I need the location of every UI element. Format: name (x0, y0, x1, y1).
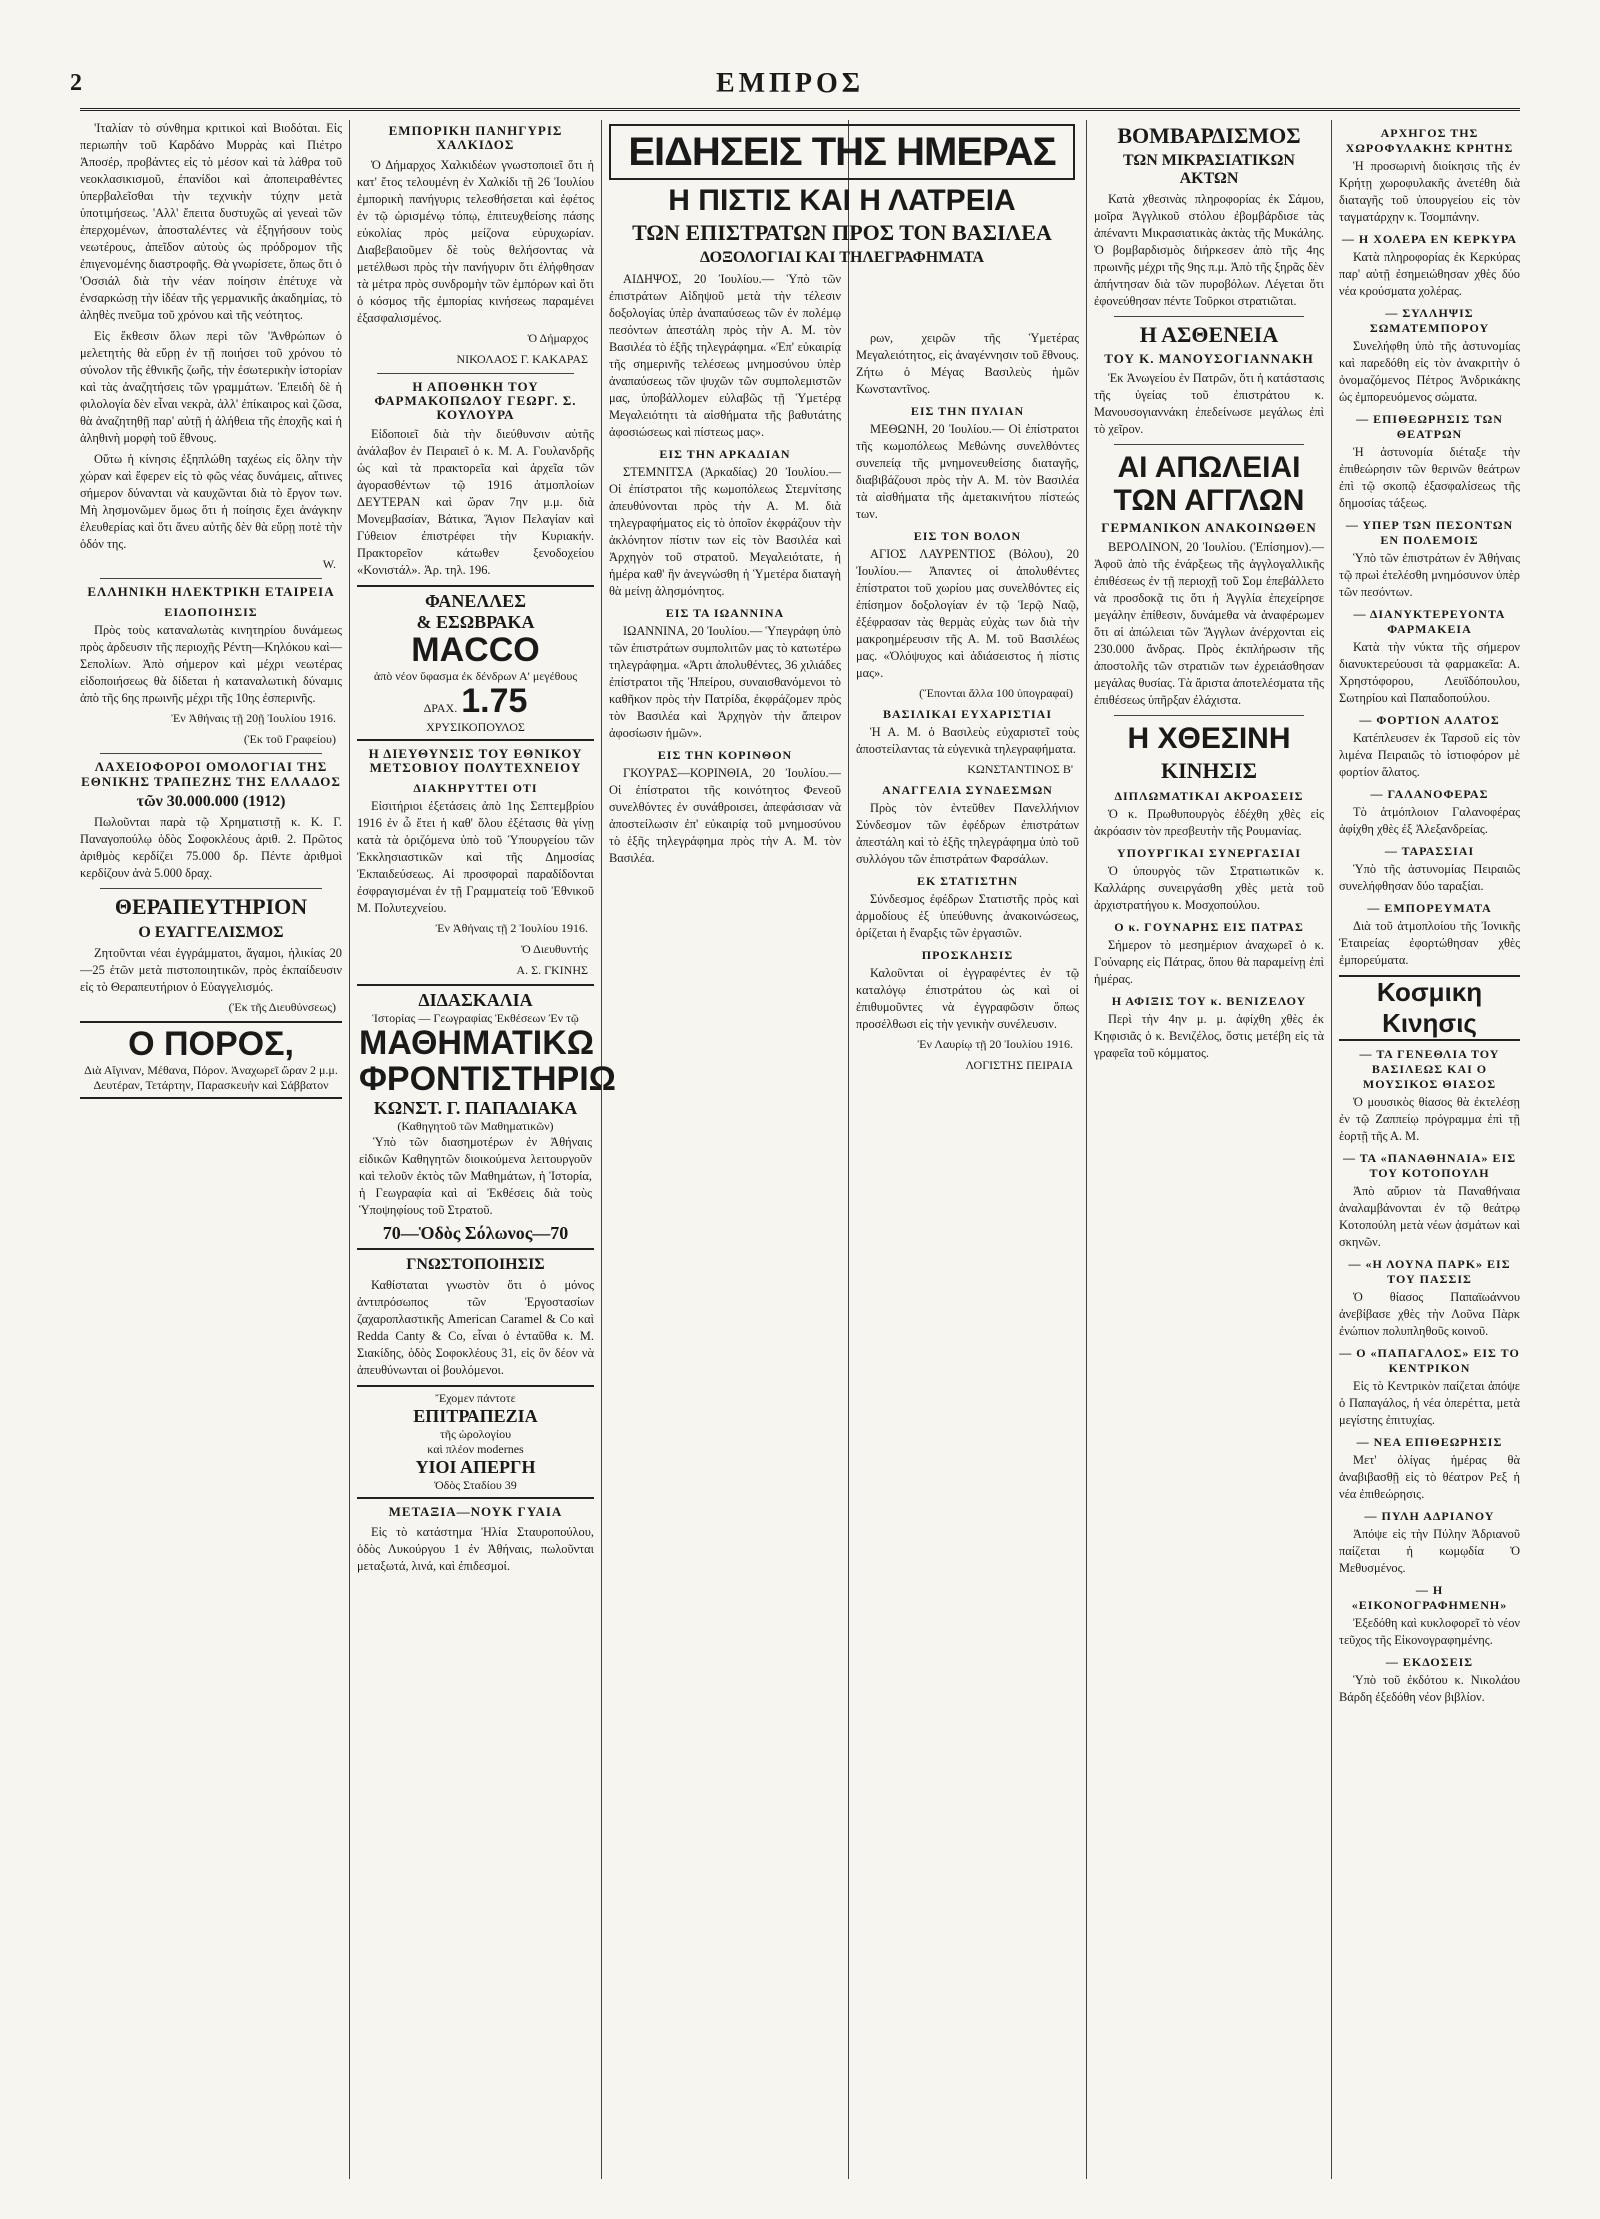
social-section: — Ο «ΠΑΠΑΓΑΛΟΣ» ΕΙΣ ΤΟ ΚΕΝΤΡΙΚΟΝ (1339, 1346, 1520, 1375)
flannel-brand: MACCO (411, 631, 540, 670)
university-signature-role: Ὁ Διευθυντής (521, 942, 588, 957)
news-heading: — ΕΜΠΟΡΕΥΜΑΤΑ (1367, 901, 1492, 915)
school-heading: ΔΙΔΑΣΚΑΛΙΑ (418, 990, 533, 1011)
bank-heading: ΛΑΧΕΙΟΦΟΡΟΙ ΟΜΟΛΟΓΙΑΙ ΤΗΣ ΕΘΝΙΚΗΣ ΤΡΑΠΕΖΗΣ ΤΗΣ ΕΛΛΑΔΟΣ (81, 759, 341, 789)
column-1 (80, 120, 342, 2179)
story-text: ΙΩΑΝΝΙΝΑ, 20 Ἰουλίου.— Ὑπεγράφη ὑπὸ τῶν ἐπιστράτων συμπολιτῶν μας τὸ κατωτέρω τηλεγράφημα. «Ἀρτι ἀπολυθέντες, 36 χιλιάδες ἐπίστρατοι τῆς Ἠπείρου, συναισθανόμενοι τὸ καθῆκον πρὸς τὴν Πατρίδα, ἐκφράζομεν πρὸς τὸν Βασιλέα καὶ Ἀρχηγὸν τὴν ἄπειρον ἀφοσίωσιν ἡμῶν». (609, 623, 841, 740)
bombardment-subheading: ΤΩΝ ΜΙΚΡΑΣΙΑΤΙΚΩΝ ΑΚΤΩΝ (1123, 152, 1295, 187)
university-date: Ἐν Ἀθήναις τῇ 2 Ἰουλίου 1916. (435, 921, 588, 936)
story-text: ΣΤΕΜΝΙΤΣΑ (Ἀρκαδίας) 20 Ἰουλίου.— Οἱ ἐπίστρατοι τῆς κωμοπόλεως Στεμνίτσης ἀπευθύνονται πρὸς τὴν Α. Μ. διὰ τηλεγραφήματος εἰς τὸ ὁποῖον ἐκφράζουν τὴν ἀκλόνητον πίστιν των εἰς τὸν Βασιλέα καὶ Ἀρχηγὸν τοῦ στρατοῦ. Μεγαλειότατε, ἡ ἡμέρα καθ' ἣν ἀνεγνώσθη ἡ Ὑμετέρα διαταγὴ θὰ μείνῃ ἀλησμόνητος. (609, 464, 841, 598)
unions-heading: ΑΝΑΓΓΕΛΙΑ ΣΥΝΔΕΣΜΩΝ (882, 783, 1053, 797)
masthead (70, 70, 1510, 100)
story-section: ΕΙΣ ΤΗΝ ΚΟΡΙΝΘΟΝ (657, 747, 793, 762)
separator (1114, 316, 1304, 317)
bank-text: Πωλοῦνται παρὰ τῷ Χρηματιστῇ κ. Κ. Γ. Παναγοπούλῳ ὁδὸς Σοφοκλέους ἀριθ. 2. Πρῶτος ἀριθμὸς κερδίζει 75.000 δρ. Πέντε ἀριθμοὶ κερδίζουν ἀνὰ 5.000 δραχ. (80, 815, 342, 881)
social-section: — ΕΚΔΟΣΕΙΣ (1385, 1655, 1474, 1669)
social-text: Ὁ θίασος Παπαϊωάννου ἀνεβίβασε χθὲς τὴν Λοῦνα Πὰρκ ἐνώπιον πολυπληθοῦς κοινοῦ. (1339, 1290, 1520, 1338)
bombardment-text: Κατὰ χθεσινὰς πληροφορίας ἐκ Σάμου, μοῖρα Ἀγγλικοῦ στόλου ἐβομβάρδισε τὰς ἀπέναντι Μικρασιατικὰς ἀκτὰς τῆς Μυκάλης. Ὁ βομβαρδισμὸς διήρκεσεν ἀπὸ τῆς 4ης πρωινῆς μέχρι τῆς 9ης π.μ. Ἀπὸ τῆς ξηρᾶς δὲν ἀπήντησαν διὰ τῶν πυροβόλων. Λέγεται ὅτι ἐφονεύθησαν πέντε Τοῦρκοι στρατιῶται. (1094, 192, 1324, 309)
news-text: Κατέπλευσεν ἐκ Ταρσοῦ εἰς τὸν λιμένα Πειραιῶς τὸ ἱστιοφόρον μὲ φορτίον ἅλατος. (1339, 731, 1520, 779)
news-heading: — ΥΠΕΡ ΤΩΝ ΠΕΣΟΝΤΩΝ ΕΝ ΠΟΛΕΜΟΙΣ (1345, 518, 1514, 547)
social-section: — «Η ΛΟΥΝΑ ΠΑΡΚ» ΕΙΣ ΤΟΥ ΠΑΣΣΙΣ (1348, 1257, 1511, 1286)
social-text: Μετ' ὀλίγας ἡμέρας θὰ ἀναβιβασθῇ εἰς τὸ θέατρον Ρεξ ἡ νέα ἐπιθεώρησις. (1339, 1453, 1520, 1501)
social-section: — ΤΑ «ΠΑΝΑΘΗΝΑΙΑ» ΕΙΣ ΤΟΥ ΚΟΤΟΠΟΥΛΗ (1342, 1151, 1517, 1180)
news-text: Τὸ ἀτμόπλοιον Γαλανοφέρας ἀφίχθη χθὲς ἐξ Ἀλεξανδρείας. (1339, 805, 1520, 836)
column-divider (349, 120, 350, 2179)
column-divider (848, 120, 849, 2179)
clock-line-3: τῆς ὡρολογίου (439, 1427, 512, 1442)
clinic-signature: (Ἐκ τῆς Διευθύνσεως) (228, 1000, 336, 1015)
school-name: ΜΑΘΗΜΑΤΙΚΩ ΦΡΟΝΤΙΣΤΗΡΙΩ (359, 1024, 616, 1099)
bombardment-heading: ΒΟΜΒΑΡΔΙΣΜΟΣ (1117, 123, 1301, 148)
masthead-rule (80, 108, 1520, 111)
yesterday-text: Ὁ κ. Πρωθυπουργὸς ἐδέχθη χθὲς εἰς ἀκρόασιν τὸν πρεσβευτὴν τῆς Ρουμανίας. (1094, 807, 1324, 839)
news-heading: — ΤΑΡΑΣΣΙΑΙ (1384, 844, 1475, 858)
pharmacy-heading: Η ΑΠΟΘΗΚΗ ΤΟΥ ΦΑΡΜΑΚΟΠΩΛΟΥ ΓΕΩΡΓ. Σ. ΚΟΥΛΟΥΡΑ (374, 378, 577, 423)
story-headline: Η ΠΙΣΤΙΣ ΚΑΙ Η ΛΑΤΡΕΙΑ (668, 184, 1016, 217)
losses-text: ΒΕΡΟΛΙΝΟΝ, 20 Ἰουλίου. (Ἐπίσημον).— Ἀφοῦ ἀπὸ τῆς ἐνάρξεως τῆς ἀγγλογαλλικῆς ἐπιθέσεως ἐν τῇ περιοχῇ τοῦ Σομ ἐπεβάλλετο νὰ προσδοκᾷ τις ὅτι ἡ Ἀγγλία ἐπεχείρησε μεγάλην ἐπίθεσιν, δυνάμεθα νὰ ἀναφέρωμεν ὅτι αἱ ἀπώλειαι τῶν Ἄγγλων ἀνέρχονται εἰς 230.000 ἄνδρας. Πρὸς ἐκπλήρωσιν τῆς ἀποστολῆς τῶν στρατιῶν των ἐχρειάσθησαν μεγάλας θυσίας. Τὰ ἄριστα ἀποτελέσματα τῆς ἐπιθέσεως ὑπῆρξαν ἐλάχιστα. (1094, 540, 1324, 708)
column-2 (357, 120, 616, 2179)
unions-text: Πρὸς τὸν ἐντεῦθεν Πανελλήνιον Σύνδεσμον τῶν ἐφέδρων ἐπιστράτων ἀπεστάλη καὶ τὸ ἑξῆς τηλεγράφημα ὑπὸ τοῦ συλλόγου τῶν ἐπιστράτων Φαρσάλων. (856, 801, 1079, 866)
clinic-text: Ζητοῦνται νέαι ἐγγράμματοι, ἄγαμοι, ἡλικίας 20—25 ἐτῶν μετὰ πιστοποιητικῶν, πρὸς ἐκπαίδευσιν εἰς τὸ Θεραπευτήριον ὁ Εὐαγγελισμός. (80, 946, 342, 995)
pharmacy-text: Εἰδοποιεῖ διὰ τὴν διεύθυνσιν αὐτῆς ἀνάλαβον ἐν Πειραιεῖ ὁ κ. Μ. Α. Γουλανδρῆς ὡς καὶ τὰ πρακτορεῖα καὶ ἀρχεῖα τῶν ἀγορασθέντων τῷ 1916 ἀτμοπλοίων ΔΕΥΤΕΡΑΝ καὶ ὥραν 7ην μ.μ. διὰ Μονεμβασίαν, Βάτικα, Ἅγιον Πελαγίαν καὶ Γύθειον ἐπιστρέφει τὴν Κυριακήν. Πρακτορεῖον κάτωθεν ξενοδοχείου «Κονιστάλ». Ἀρ. τηλ. 196. (357, 427, 594, 578)
social-section: — ΤΑ ΓΕΝΕΘΛΙΑ ΤΟΥ ΒΑΣΙΛΕΩΣ ΚΑΙ Ο ΜΟΥΣΙΚΟΣ ΘΙΑΣΟΣ (1359, 1047, 1500, 1091)
column-divider (601, 120, 602, 2179)
clock-shop: ΥΙΟΙ ΑΠΕΡΓΗ (415, 1457, 536, 1478)
school-subjects: Ἱστορίας — Γεωγραφίας Ἐκθέσεων Ἐν τῷ (372, 1011, 579, 1026)
fair-signature-role: Ὁ Δήμαρχος (527, 330, 588, 345)
notice-text: Πρὸς τοὺς καταναλωτὰς κινητηρίου δυνάμεως πρὸς ἀρδευσιν τῆς περιοχῆς Ρέντη—Κηλόκου καὶ—Σεπολίων. Ἀπὸ σήμερον καὶ μέχρι νεωτέρας εἰδοποιήσεως θὰ δίδεται ἡ καταναλωτικὴ δύναμις ἀπὸ τῆς 6ης πρωινῆς μέχρι τῆς 10ης ἐσπερινῆς. (80, 623, 342, 706)
flannel-ad (357, 585, 594, 740)
column-6 (1339, 120, 1520, 2179)
news-text: Ὑπὸ τῶν ἐπιστράτων ἐν Ἀθήναις τῷ πρωὶ ἐτελέσθη μνημόσυνον ὑπὲρ τῶν πεσόντων. (1339, 551, 1520, 599)
notice-text: Καθίσταται γνωστὸν ὅτι ὁ μόνος ἀντιπρόσωπος τῶν Ἐργοστασίων ζαχαροπλαστικῆς American Caramel & Co καὶ Redda Canty & Co, εἶναι ὁ ἐνταῦθα κ. Μ. Σιακίδης, ὁδὸς Σοφοκλέους 31, εἰς ὃν δέον νὰ ἀπευθύνωνται οἱ βουλόμενοι. (357, 1278, 594, 1378)
illness-text: Ἐκ Ἀνωγείου ἐν Πατρῶν, ὅτι ἡ κατάστασις τῆς ὑγείας τοῦ ἐπιστράτου κ. Μανουσογιαννάκη ἐπεδείνωσε μεγάλως ἐπὶ τὸ χεῖρον. (1094, 370, 1324, 436)
illness-subheading: ΤΟΥ Κ. ΜΑΝΟΥΣΟΓΙΑΝΝΑΚΗ (1104, 350, 1314, 366)
separator (100, 888, 322, 889)
illness-heading: Η ΑΣΘΕΝΕΙΑ (1139, 322, 1279, 348)
news-heading: — ΦΟΡΤΙΟΝ ΑΛΑΤΟΣ (1359, 713, 1500, 727)
social-text: Ἀπόψε εἰς τὴν Πύλην Ἀδριανοῦ παίζεται ἡ κωμῳδία Ὁ Μεθυσμένος. (1339, 1527, 1520, 1575)
news-heading: — ΔΙΑΝΥΚΤΕΡΕΥΟΝΤΑ ΦΑΡΜΑΚΕΙΑ (1353, 607, 1506, 636)
column-divider (1086, 120, 1087, 2179)
university-signature-name: Α. Σ. ΓΚΙΝΗΣ (516, 963, 588, 978)
bank-amount: τῶν 30.000.000 (1912) (136, 792, 286, 810)
column-divider (1331, 120, 1332, 2179)
newspaper-title: ΕΜΠΡΟΣ (715, 68, 865, 99)
news-text: Ἡ ἀστυνομία διέταξε τὴν ἐπιθεώρησιν τῶν θερινῶν θεάτρων ἐπὶ τῷ σκοπῷ ἐξασφαλίσεως τῆς δημοσίας τάξεως. (1339, 445, 1520, 510)
school-owner: ΚΩΝΣΤ. Γ. ΠΑΠΑΔΙΑΚΑ (373, 1097, 578, 1118)
clock-line-1: Ἔχομεν πάντοτε (435, 1391, 516, 1406)
yesterday-section: ΔΙΠΛΩΜΑΤΙΚΑΙ ΑΚΡΟΑΣΕΙΣ (1114, 789, 1304, 804)
social-heading: Κοσμικη Κινησις (1339, 975, 1520, 1041)
university-heading: Η ΔΙΕΥΘΥΝΣΙΣ ΤΟΥ ΕΘΝΙΚΟΥ ΜΕΤΣΟΒΙΟΥ ΠΟΛΥΤΕΧΝΕΙΟΥ (368, 745, 583, 776)
separator (100, 578, 322, 579)
clock-ad (357, 1385, 594, 1499)
school-owner-title: (Καθηγητοῦ τῶν Μαθηματικῶν) (397, 1118, 554, 1133)
story-section: ΕΙΣ ΤΗΝ ΠΥΛΙΑΝ (910, 404, 1025, 418)
clinic-name: Ο ΕΥΑΓΓΕΛΙΣΜΟΣ (138, 923, 284, 941)
school-ad (357, 984, 616, 1249)
notice-date: Ἐν Ἀθήναις τῇ 20ῇ Ἰουλίου 1916. (171, 711, 336, 726)
news-heading: — ΣΥΛΛΗΨΙΣ ΣΩΜΑΤΕΜΠΟΡΟΥ (1369, 306, 1490, 335)
news-text: Ἡ προσωρινὴ διοίκησις τῆς ἐν Κρήτῃ χωροφυλακῆς ἀνετέθη διὰ διαταγῆς τοῦ ὑπουργείου εἰς τὸν ταγματάρχην κ. Τσομπάνην. (1339, 159, 1520, 224)
school-address: 70—Ὁδὸς Σόλωνος—70 (382, 1222, 569, 1243)
news-heading: — ΕΠΙΘΕΩΡΗΣΙΣ ΤΩΝ ΘΕΑΤΡΩΝ (1356, 412, 1503, 441)
story-text: ρων, χειρῶν τῆς Ὑμετέρας Μεγαλειότητος, εἰς ἀναγέννησιν τοῦ ἔθνους. Ζήτω ὁ Μέγας Βασιλεὺς ἡμῶν Κωνσταντῖνος. (856, 331, 1079, 396)
silk-heading: ΜΕΤΑΞΙΑ—ΝΟΥΚ ΓΥΑΙΑ (388, 1504, 563, 1520)
invite-text: Καλοῦνται οἱ ἐγγραφέντες ἐν τῷ καταλόγῳ ἐπιστράτου ὡς καὶ οἱ ἐπιθυμοῦντες νὰ ἐγγραφῶσιν ὅπως προσέλθωσι εἰς τὴν γενικὴν συνέλευσιν. (856, 966, 1079, 1031)
notice-heading: ΓΝΩΣΤΟΠΟΙΗΣΙΣ (406, 1255, 545, 1273)
social-section: — ΠΥΛΗ ΑΔΡΙΑΝΟΥ (1364, 1509, 1495, 1523)
story-headline-2: ΤΩΝ ΕΠΙΣΤΡΑΤΩΝ ΠΡΟΣ ΤΟΝ ΒΑΣΙΛΕΑ (632, 220, 1052, 245)
story-text: ΑΓΙΟΣ ΛΑΥΡΕΝΤΙΟΣ (Βόλου), 20 Ἰουλίου.— Ἀπαντες οἱ ἀπολυθέντες ἐπίστρατοι τοῦ χωρίου μας συνελθόντες εἰς ἐπίσημον δοξολογίαν ἐν τῷ Ἱερῷ Ναῷ, ἐξέφρασαν τὰς θερμὰς εὐχὰς των διὰ τὴν μακροημέρευσιν τῆς Α. Μ. τοῦ Βασιλέως μας. «Ὀλόψυχος καὶ ἀδιάσειστος ἡ πίστις μας». (856, 547, 1079, 680)
social-text: Ὑπὸ τοῦ ἐκδότου κ. Νικολάου Βάρδη ἐξεδόθη νέον βιβλίον. (1339, 1673, 1520, 1704)
losses-subheading: ΓΕΡΜΑΝΙΚΟΝ ΑΝΑΚΟΙΝΩΘΕΝ (1101, 519, 1317, 535)
yesterday-text: Ὁ ὑπουργὸς τῶν Στρατιωτικῶν κ. Καλλάρης συνειργάσθη χθὲς μετὰ τοῦ ἀρχιστρατήγου κ. Μοσχοπούλου. (1094, 864, 1324, 913)
fair-signature-name: ΝΙΚΟΛΑΟΣ Γ. ΚΑΚΑΡΑΣ (456, 351, 588, 366)
news-heading: ΑΡΧΗΓΟΣ ΤΗΣ ΧΩΡΟΦΥΛΑΚΗΣ ΚΡΗΤΗΣ (1345, 126, 1514, 155)
news-text: Ὑπὸ τῆς ἀστυνομίας Πειραιῶς συνελήφθησαν δύο ταραξίαι. (1339, 862, 1520, 893)
flannel-desc: ἀπὸ νέον ὕφασμα ἐκ δένδρων Α' μεγέθους (373, 669, 578, 684)
yesterday-subheading: ΚΙΝΗΣΙΣ (1160, 758, 1257, 784)
social-text: Ἀπὸ αὔριον τὰ Παναθήναια ἀναλαμβάνονται ἐν τῷ θεάτρῳ Κοτοπούλη μετὰ νέων ᾀσμάτων καὶ σκηνῶν. (1339, 1184, 1520, 1249)
news-heading: — ΓΑΛΑΝΟΦΕΡΑΣ (1370, 787, 1489, 801)
article-text: Εἰς ἔκθεσιν ὅλων περὶ τῶν 'Ἀνθρώπων ὁ μελετητὴς θὰ εὕρῃ ἐν τῇ ποιήσει τοῦ χρόνου τὸ σύνολον τῆς ἐθνικῆς ζωῆς, τὴν ἐσωτερικὴν ἱστορίαν καὶ τὰς ἀναζητήσεις τῶν γραμμάτων. Ἐπειδὴ δὲ ἡ φιλολογία δὲν εἶναι νεκρὰ, ἀλλ' ἐπίκαιρος καὶ ζῶσα, θὰ ἀναζητηθῇ παρ' αὐτῇ ἡ ἀλήθεια τῆς ἐποχῆς καὶ ἡ ἀληθινὴ μορφὴ τοῦ ἔθνους. (80, 329, 342, 445)
release-text: Σύνδεσμος ἐφέδρων Στατιστῆς πρὸς καὶ ἀρμοδίους ἐξ ὑπεύθυνης ἀνακοινώσεως, ὁρίζεται ἡ ἔναρξις τῶν ἐργασιῶν. (856, 892, 1079, 940)
flannel-unit: ΔΡΑΧ. (423, 701, 458, 716)
ship-text: Διὰ Αἴγιναν, Μέθανα, Πόρον. Ἀναχωρεῖ ὥραν 2 μ.μ. Δευτέραν, Τετάρτην, Παρασκευὴν καὶ Σάββατον (84, 1062, 338, 1092)
fair-text: Ὁ Δήμαρχος Χαλκιδέων γνωστοποιεῖ ὅτι ἡ κατ' ἔτος τελουμένη ἐν Χαλκίδι τῇ 26 Ἰουλίου ἐμπορικὴ πανήγυρις τελεσθήσεται καὶ ἐφέτος ἐν τῷ ὡρισμένῳ τόπῳ, ἐπιτευχθείσης πάσης εὐκολίας πρὸς μείζονα εὐρυχωρίαν. Διαβεβαιοῦμεν δὲ τοὺς θελήσοντας νὰ μετέλθωσι πρὸς τὴν πανήγυριν ὅτι ἐλήφθησαν τὰ μέτρα πρὸς συνδρομὴν τῶν ἐμπόρων καὶ ὅτι ὁ κόσμος τῆς ἐμπορίας κινήσεως παραμένει ἐξασφαλισμένος. (357, 157, 594, 325)
yesterday-section: ΥΠΟΥΡΓΙΚΑΙ ΣΥΝΕΡΓΑΣΙΑΙ (1116, 846, 1302, 861)
ship-ad (80, 1021, 342, 1099)
social-text: Ὁ μουσικὸς θίασος θὰ ἐκτελέσῃ ἐν τῷ Ζαππείῳ πρόγραμμα ἐπὶ τῇ ἑορτῇ τῆς Α. Μ. (1339, 1095, 1520, 1143)
column-5 (1094, 120, 1324, 2179)
yesterday-section: Η ΑΦΙΞΙΣ ΤΟΥ κ. ΒΕΝΙΖΕΛΟΥ (1111, 994, 1307, 1009)
flannel-subtitle: & ΕΣΩΒΡΑΚΑ (416, 612, 535, 633)
separator (377, 373, 574, 374)
article-text: 'Ιταλίαν τὸ σύνθημα κριτικοὶ καὶ Βιοδόται. Εἰς περιωπὴν τοῦ Καρδάνο Μυρρὰς καὶ Πιέτρο Ἀποσέρ, προβάντες εἰς τὸ μέσον καὶ τὰ λάθρα τοῦ νεοκλασικισμοῦ, ἐπανίδοι καὶ ἀποπειραθέντες ὑπερβαλεῖσθαι τὴν τεχνικὴν τύχην μετὰ ὑποτιμήσεως. 'Αλλ' ἔπειτα δυστυχῶς αἱ γενεαὶ τῶν ἐπερχομένων, ἀποσταλέντες νὰ ἐξηγήσουν τοὺς νεωτέρους, ἀπεῖδον αὐτοὺς ὡς πρόδρομον τῆς ἐπιγενομένης διαστροφῆς. Θὰ γνωρίσετε, ὅπως ὅτι ὁ 'Οσσιάλ διὰ τὴν νέαν ποίησιν ἐπέτυχε νὰ ἐνσαρκώσῃ τὴν ἰδέαν τῆς γερμανικῆς ἀκαδημίας, τὸ ἀληθὲς πνεῦμα τοῦ χρόνου καὶ τῆς νεότητος. (80, 121, 342, 322)
news-text: Συνελήφθη ὑπὸ τῆς ἀστυνομίας καὶ παρεδόθη εἰς τὸν ἀνακριτὴν ὁ ὀνομαζόμενος Πέτρος Ἀνδρικάκης ὡς ἐμπορευόμενος σώματα. (1339, 339, 1520, 404)
clinic-heading: ΘΕΡΑΠΕΥΤΗΡΙΟΝ (114, 894, 308, 920)
story-headline-3: ΔΟΞΟΛΟΓΙΑΙ ΚΑΙ ΤΗΛΕΓΡΑΦΗΜΑΤΑ (699, 249, 985, 267)
royal-heading: ΒΑΣΙΛΙΚΑΙ ΕΥΧΑΡΙΣΤΙΑΙ (883, 707, 1052, 721)
invite-date: Ἐν Λαυρίῳ τῇ 20 Ἰουλίου 1916. (917, 1037, 1073, 1051)
story-section: ΕΙΣ ΤΑ ΙΩΑΝΝΙΝΑ (665, 605, 785, 620)
story-text: ΓΚΟΥΡΑΣ—ΚΟΡΙΝΘΙΑ, 20 Ἰουλίου.— Οἱ ἐπίστρατοι τῆς κοινότητος Φενεοῦ συνελθόντες ἐν συνάθροισει, ἀπεφάσισαν νὰ ἀποστείλωσιν ἐπ' εὐκαιρίᾳ τοῦ μνημοσύνου τὸ ἑξῆς τηλεγράφημα πρὸς τὴν Α. Μ. τὸν Βασιλέα. (609, 765, 841, 865)
flannel-title: ΦΑΝΕΛΛΕΣ (425, 591, 526, 612)
clock-line-4: καὶ πλέον modernes (427, 1442, 524, 1457)
yesterday-section: Ο κ. ΓΟΥΝΑΡΗΣ ΕΙΣ ΠΑΤΡΑΣ (1114, 920, 1304, 935)
separator (1114, 715, 1304, 716)
losses-heading: ΑΙ ΑΠΩΛΕΙΑΙ ΤΩΝ ΑΓΓΛΩΝ (1113, 450, 1305, 517)
news-text: Κατὰ τὴν νύκτα τῆς σήμερον διανυκτερεύουσι τὰ φαρμακεῖα: Α. Χρηστόφορου, Λευϊδόπουλου, Σωτηρίου καὶ Παπαδοπούλου. (1339, 640, 1520, 705)
notice-signature: (Ἐκ τοῦ Γραφείου) (243, 732, 336, 747)
article-text: Οὕτω ἡ κίνησις ἐξηπλώθη ταχέως εἰς ὅλην τὴν χώραν καὶ ἔφερεν εἰς τὸ φῶς νέας δυνάμεις, αἵτινες σήμερον δύνανται νὰ καυχῶνται διὰ τὸ ἔργον των. Μὴ λησμονῶμεν ὅμως ὅτι ἡ ποίησις ἔχει ἀνάγκην ἐλευθερίας καὶ ὅτι ἄνευ αὐτῆς δὲν θὰ εὕρῃ ποτὲ τὴν ὁδόν της. (80, 452, 342, 551)
royal-signature: ΚΩΝΣΤΑΝΤΙΝΟΣ Β' (967, 762, 1073, 776)
school-text: Ὑπὸ τῶν διασημοτέρων ἐν Ἀθήναις εἰδικῶν Καθηγητῶν διοικούμενα λειτουργοῦν καὶ τελοῦν ἐκτὸς τῶν Μαθημάτων, ἡ Ἱστορία, ἡ Γεωγραφία καὶ αἱ Ἐκθέσεις διὰ τοὺς Ὑποψηφίους τοῦ Στρατοῦ. (359, 1134, 592, 1217)
flannel-price: 1.75 (461, 682, 528, 721)
news-text: Κατὰ πληροφορίας ἐκ Κερκύρας παρ' αὐτῇ ἐσημειώθησαν χθὲς δύο νέα κρούσματα χολέρας. (1339, 250, 1520, 298)
main-headline: ΕΙΔΗΣΕΙΣ ΤΗΣ ΗΜΕΡΑΣ (609, 124, 1075, 180)
invite-signature: ΛΟΓΙΣΤΗΣ ΠΕΙΡΑΙΑ (965, 1058, 1073, 1072)
release-heading: ΕΚ ΣΤΑΤΙΣΤΗΝ (916, 874, 1019, 888)
silk-text: Εἰς τὸ κατάστημα Ἠλία Σταυροπούλου, ὁδὸς Λυκούργου 1 ἐν Ἀθήναις, πωλοῦνται μεταξωτά, λινά, καὶ ἐπιδεσμοί. (357, 1524, 594, 1573)
story-text: ΑΙΔΗΨΟΣ, 20 Ἰουλίου.— Ὑπὸ τῶν ἐπιστράτων Αἰδηψοῦ μετὰ τὴν τέλεσιν δοξολογίας ὑπὲρ ἀναπαύσεως τῶν ἐν πολέμῳ πεσόντων ἀπεστάλη πρὸς τὴν Α. Μ. τὸν Βασιλέα τὸ ἑξῆς τηλεγράφημα. «Ἐπ' εὐκαιρίᾳ τῆς σημερινῆς τελέσεως μνημοσύνου ὑπὲρ ἀναπαύσεως τῶν ψυχῶν τῶν συμπολεμιστῶν μας, ὑποβάλλομεν εὐλαβῶς τῇ Ὑμετέρᾳ Μεγαλειότητι τὰ αἰσθήματα τῆς βαθυτάτης ἀφοσιώσεως καὶ πίστεως μας». (609, 271, 841, 439)
column-4 (856, 330, 1079, 2179)
royal-text: Ἡ Α. Μ. ὁ Βασιλεὺς εὐχαριστεῖ τοὺς ἀποστείλαντας τὰ εὐγενικὰ τηλεγραφήματα. (856, 725, 1079, 756)
news-text: Διὰ τοῦ ἀτμοπλοίου τῆς Ἰονικῆς Ἑταιρείας ἐφορτώθησαν χθὲς ἐμπορεύματα. (1339, 919, 1520, 967)
ship-name: Ο ΠΟΡΟΣ, (128, 1025, 294, 1064)
invite-heading: ΠΡΟΣΚΛΗΣΙΣ (921, 948, 1014, 962)
notice-subheading: ΕΙΔΟΠΟΙΗΣΙΣ (164, 605, 258, 620)
social-section: — ΝΕΑ ΕΠΙΘΕΩΡΗΣΙΣ (1356, 1435, 1503, 1449)
page-number: 2 (70, 70, 82, 96)
separator (1114, 444, 1304, 445)
social-text: Εἰς τὸ Κεντρικὸν παίζεται ἀπόψε ὁ Παπαγάλος, ἡ νέα ὀπερέττα, μετὰ μεγίστης ἐπιτυχίας. (1339, 1379, 1520, 1427)
separator (100, 753, 322, 754)
story-section: ΕΙΣ ΤΟΝ ΒΟΛΟΝ (913, 529, 1022, 543)
clock-line-2: ΕΠΙΤΡΑΠΕΖΙΑ (413, 1406, 538, 1427)
social-text: Ἐξεδόθη καὶ κυκλοφορεῖ τὸ νέον τεῦχος τῆς Εἰκονογραφημένης. (1339, 1616, 1520, 1647)
yesterday-heading: Η ΧΘΕΣΙΝΗ (1127, 722, 1291, 756)
university-text: Εἰσιτήριοι ἐξετάσεις ἀπὸ 1ης Σεπτεμβρίου 1916 ἐν ὧ ἔτει ἡ καθ' ὅλου ἐξέτασις θὰ γίνῃ κατὰ τὰ ὁριζόμενα ὑπὸ τοῦ Ὑπουργείου τῶν Ἐκκλησιαστικῶν καὶ τῆς Δημοσίας Ἐκπαιδεύσεως. Αἱ προσφοραὶ παραδίδονται ἐσφραγισμέναι ἐν τῇ Γραμματείᾳ τοῦ Ἐθνικοῦ Μ. Πολυτεχνείου. (357, 799, 594, 916)
yesterday-text: Περὶ τὴν 4ην μ. μ. ἀφίχθη χθὲς ἐκ Κηφισιᾶς ὁ κ. Βενιζέλος, ὅστις μετέβη εἰς τὰ γραφεῖα τοῦ κόμματος. (1094, 1012, 1324, 1061)
news-heading: — Η ΧΟΛΕΡΑ ΕΝ ΚΕΡΚΥΡΑ (1341, 232, 1518, 246)
clock-address: Ὁδὸς Σταδίου 39 (434, 1478, 517, 1493)
university-subheading: ΔΙΑΚΗΡΥΤΤΕΙ ΟΤΙ (413, 781, 538, 796)
article-signature: W. (322, 557, 336, 571)
flannel-shop: ΧΡΥΣΙΚΟΠΟΥΛΟΣ (426, 719, 525, 734)
story-note: (Ἕπονται ἄλλα 100 ὑπογραφαί) (919, 686, 1073, 700)
yesterday-text: Σήμερον τὸ μεσημέριον ἀναχωρεῖ ὁ κ. Γούναρης εἰς Πάτρας, ὅπου θὰ παραμείνῃ ἐπὶ ἡμέρας. (1094, 938, 1324, 987)
story-text: ΜΕΘΩΝΗ, 20 Ἰουλίου.— Οἱ ἐπίστρατοι τῆς κωμοπόλεως Μεθώνης συνελθόντες συνεπείᾳ τῆς μνημονευθείσης διαταγῆς, διαβιβάζουσι πρὸς τὴν Α. Μ. τὸν Βασιλέα τὰ αἰσθήματα τῆς ἀμετακινήτου πίστεώς των. (856, 422, 1079, 521)
story-section: ΕΙΣ ΤΗΝ ΑΡΚΑΔΙΑΝ (659, 446, 791, 461)
fair-heading: ΕΜΠΟΡΙΚΗ ΠΑΝΗΓΥΡΙΣ ΧΑΛΚΙΔΟΣ (388, 123, 563, 153)
notice-heading: ΕΛΛΗΝΙΚΗ ΗΛΕΚΤΡΙΚΗ ΕΤΑΙΡΕΙΑ (87, 584, 335, 599)
social-section: — Η «ΕΙΚΟΝΟΓΡΑΦΗΜΕΝΗ» (1351, 1583, 1508, 1612)
